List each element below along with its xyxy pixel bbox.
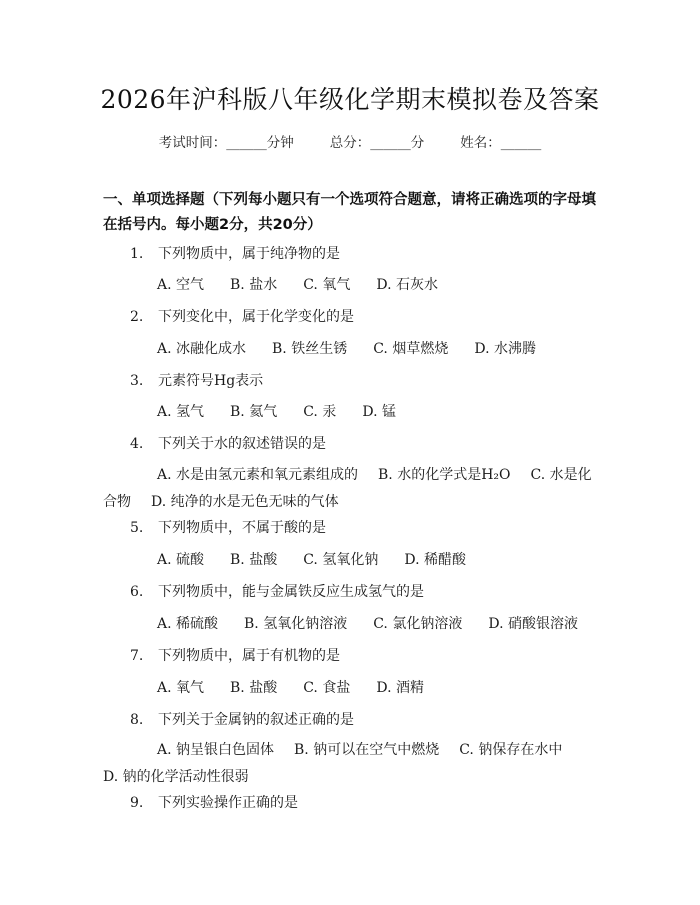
option-c: C. 烟草燃烧 <box>373 341 449 357</box>
question-text: 下列关于金属钠的叙述正确的是 <box>158 712 354 728</box>
question-3-options <box>157 402 422 422</box>
option-b: B. 氦气 <box>230 404 278 420</box>
option-a: A. 稀硫酸 <box>157 616 219 632</box>
option-a: A. 水是由氢元素和氧元素组成的 <box>157 467 359 483</box>
option-d: D. 水沸腾 <box>474 341 536 357</box>
question-number: 2. <box>130 309 144 325</box>
question-number: 9. <box>130 795 144 811</box>
option-b: B. 水的化学式是H₂O <box>378 467 511 483</box>
question-number: 4. <box>130 436 144 452</box>
question-2 <box>130 307 354 327</box>
option-b: B. 盐酸 <box>230 680 278 696</box>
option-b: B. 盐水 <box>230 277 278 293</box>
question-8 <box>130 710 354 730</box>
question-text: 元素符号Hg表示 <box>158 373 264 389</box>
option-b: B. 盐酸 <box>230 552 278 568</box>
option-d: D. 锰 <box>362 404 396 420</box>
question-2-options <box>157 339 562 359</box>
question-number: 5. <box>130 520 144 536</box>
option-b: B. 铁丝生锈 <box>272 341 348 357</box>
question-9 <box>130 793 298 813</box>
question-8-options <box>103 737 593 791</box>
option-c: C. 氧气 <box>303 277 351 293</box>
question-6-options <box>157 614 604 634</box>
question-number: 3. <box>130 373 144 389</box>
option-c: C. 氢氧化钠 <box>303 552 379 568</box>
question-7 <box>130 646 340 666</box>
question-6 <box>130 582 424 602</box>
question-4 <box>130 434 326 454</box>
option-b: B. 氢氧化钠溶液 <box>244 616 348 632</box>
option-a: A. 氧气 <box>157 680 205 696</box>
option-c: C. 汞 <box>303 404 337 420</box>
option-c: C. 食盐 <box>303 680 351 696</box>
option-a: A. 空气 <box>157 277 205 293</box>
question-text: 下列物质中，能与金属铁反应生成氢气的是 <box>158 584 424 600</box>
exam-info-line <box>0 131 700 151</box>
student-name-field: 姓名：______ <box>460 135 542 151</box>
question-1 <box>130 244 340 264</box>
question-3 <box>130 371 263 391</box>
document-title: 2026年沪科版八年级化学期末模拟卷及答案 <box>100 85 600 114</box>
option-d: D. 稀醋酸 <box>404 552 466 568</box>
option-b: B. 钠可以在空气中燃烧 <box>294 742 440 758</box>
question-number: 6. <box>130 584 144 600</box>
option-c: C. 水是化合物 <box>103 467 592 510</box>
question-number: 1. <box>130 246 144 262</box>
option-a: A. 钠呈银白色固体 <box>157 742 275 758</box>
question-4-options <box>103 462 593 516</box>
option-d: D. 酒精 <box>376 680 424 696</box>
question-text: 下列物质中，属于纯净物的是 <box>158 246 340 262</box>
option-a: A. 硫酸 <box>157 552 205 568</box>
question-5-options <box>157 550 492 570</box>
option-d: D. 钠的化学活动性很弱 <box>103 769 249 785</box>
option-d: D. 纯净的水是无色无味的气体 <box>151 494 339 510</box>
option-c: C. 氯化钠溶液 <box>373 616 463 632</box>
option-c: C. 钠保存在水中 <box>459 742 563 758</box>
question-1-options <box>157 275 464 295</box>
exam-time-field: 考试时间：______分钟 <box>158 135 294 151</box>
question-text: 下列关于水的叙述错误的是 <box>158 436 326 452</box>
question-text: 下列实验操作正确的是 <box>158 795 298 811</box>
question-text: 下列物质中，属于有机物的是 <box>158 648 340 664</box>
question-7-options <box>157 678 450 698</box>
option-a: A. 氢气 <box>157 404 205 420</box>
question-number: 8. <box>130 712 144 728</box>
total-score-field: 总分：______分 <box>329 135 425 151</box>
question-text: 下列物质中，不属于酸的是 <box>158 520 326 536</box>
option-a: A. 冰融化成水 <box>157 341 247 357</box>
question-5 <box>130 518 326 538</box>
question-number: 7. <box>130 648 144 664</box>
section-heading: 一、单项选择题（下列每小题只有一个选项符合题意，请将正确选项的字母填在括号内。每小题2分，共20分） <box>103 192 596 233</box>
option-d: D. 石灰水 <box>376 277 438 293</box>
question-text: 下列变化中，属于化学变化的是 <box>158 309 354 325</box>
option-d: D. 硝酸银溶液 <box>488 616 578 632</box>
